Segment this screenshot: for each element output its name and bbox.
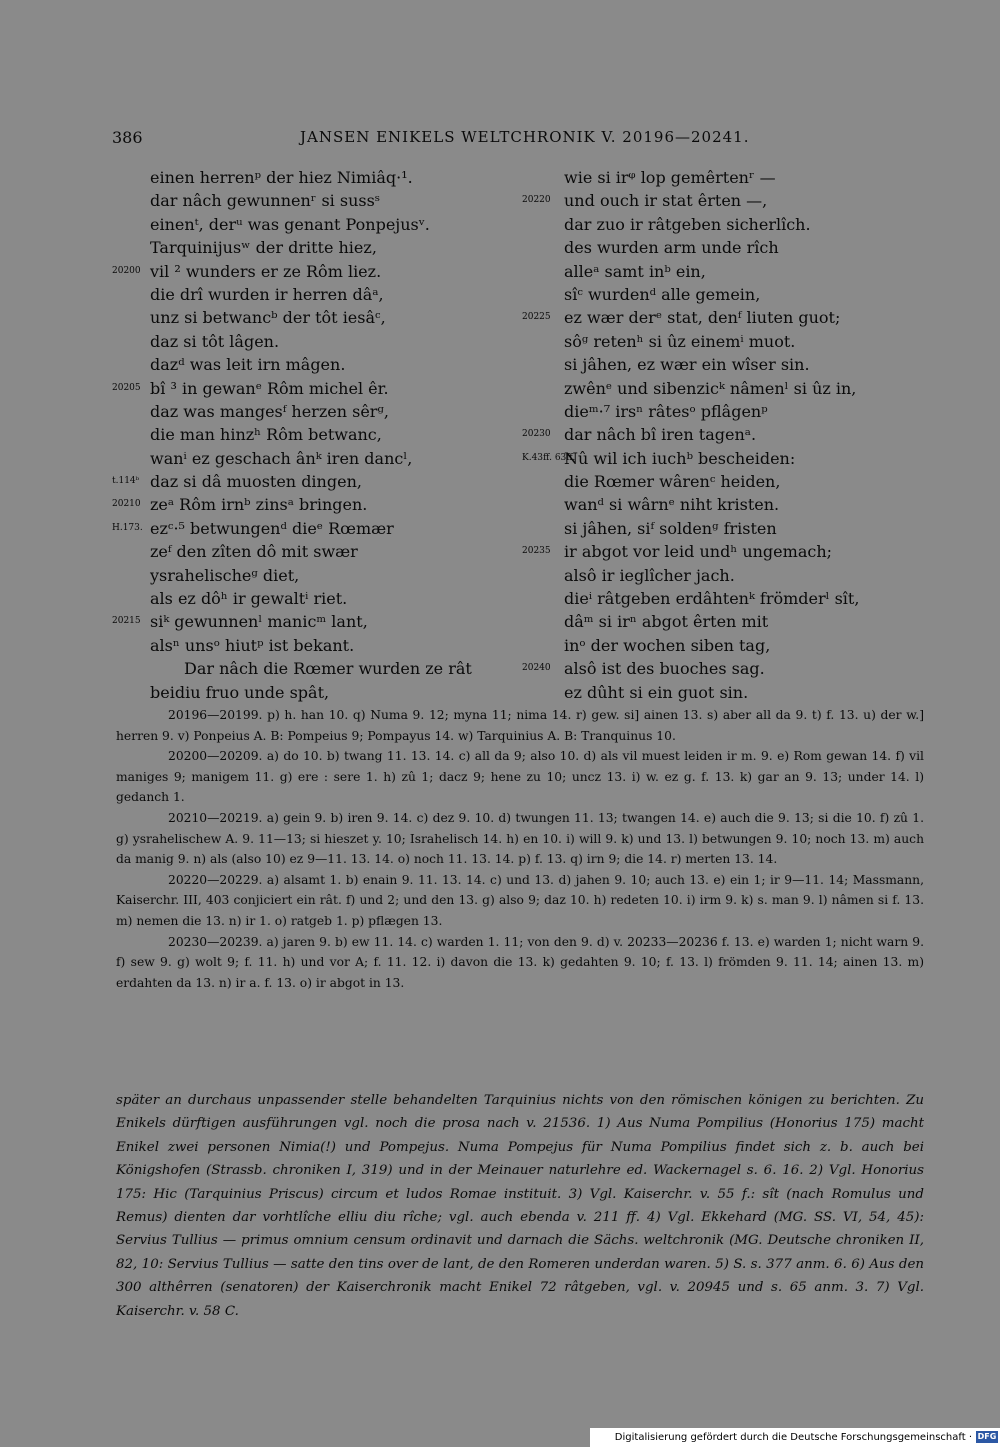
verse-text: Nû wil ich iuchᵇ bescheiden: (564, 448, 796, 468)
line-number: 20220 (522, 195, 551, 206)
verse-text: alsô ir ieglîcher jach. (564, 565, 735, 585)
verse-line (522, 587, 902, 610)
verse-text: ez dûht si ein guot sin. (564, 682, 749, 702)
verse-line (522, 540, 902, 563)
verse-line (112, 493, 542, 516)
verse-line (112, 423, 542, 446)
line-number: 20230 (522, 429, 551, 440)
verse-text: zeᵃ Rôm irnᵇ zinsᵃ bringen. (150, 495, 368, 515)
dfg-logo: DFG (977, 1432, 997, 1441)
verse-line (112, 330, 542, 353)
line-number: 20235 (522, 546, 551, 557)
verse-line (522, 447, 902, 470)
line-number: 20240 (522, 663, 551, 674)
verse-line (522, 260, 902, 283)
verse-line (522, 657, 902, 680)
verse-text: ez wær derᵉ stat, denᶠ liuten guot; (564, 308, 841, 328)
verse-line (522, 400, 902, 423)
verse-text: ysrahelischeᵍ diet, (150, 565, 300, 585)
verse-text: daz si dâ muosten dingen, (150, 472, 362, 492)
verse-line (522, 330, 902, 353)
verse-line (112, 306, 542, 329)
verse-line (112, 353, 542, 376)
verse-text: die Rœmer wârenᶜ heiden, (564, 472, 781, 492)
verse-line (522, 353, 902, 376)
verse-text: die man hinzʰ Rôm betwanc, (150, 425, 382, 445)
verse-line (522, 377, 902, 400)
verse-line (112, 657, 542, 680)
verse-line (522, 493, 902, 516)
verse-line (112, 189, 542, 212)
line-number: H.173. (112, 522, 143, 533)
verse-text: alsⁿ unsᵒ hiutᵖ ist bekant. (150, 635, 355, 655)
verse-text: dâᵐ si irⁿ abgot êrten mit (564, 612, 769, 632)
running-title: JANSEN ENIKELS WELTCHRONIK V. 20196—20241. (300, 128, 750, 146)
verse-column-right (522, 166, 902, 704)
footer-credit-bar (590, 1428, 1000, 1447)
verse-text: einen herrenᵖ der hiez Nimiâq·¹. (150, 168, 413, 187)
verse-text: sîᶜ wurdenᵈ alle gemein, (564, 284, 761, 304)
verse-column-left (112, 166, 542, 704)
verse-text: siᵏ gewunnenˡ manicᵐ lant, (150, 612, 368, 632)
verse-text: alleᵃ samt inᵇ ein, (564, 261, 706, 281)
verse-line (522, 610, 902, 633)
verse-line (112, 283, 542, 306)
critical-apparatus (116, 705, 924, 993)
verse-line (112, 236, 542, 259)
verse-text: dieᵐ·⁷ irsⁿ râtesᵒ pflâgenᵖ (564, 401, 768, 421)
verse-line (522, 564, 902, 587)
verse-line (112, 377, 542, 400)
verse-text: wanⁱ ez geschach ânᵏ iren dancˡ, (150, 448, 413, 468)
verse-line (522, 306, 902, 329)
verse-text: des wurden arm unde rîch (564, 238, 779, 258)
verse-text: als ez dôʰ ir gewaltⁱ riet. (150, 589, 348, 609)
verse-text: dazᵈ was leit irn mâgen. (150, 355, 346, 375)
verse-text: inᵒ der wochen siben tag, (564, 635, 771, 655)
page-number: 386 (112, 128, 143, 147)
verse-text: wie si irᵠ lop gemêrtenʳ — (564, 168, 776, 187)
line-number: 20215 (112, 616, 141, 627)
commentary-notes (116, 1089, 924, 1323)
verse-text: vil ² wunders er ze Rôm liez. (150, 261, 382, 281)
verse-line (112, 634, 542, 657)
verse-line (522, 236, 902, 259)
verse-text: ezᶜ·⁵ betwungenᵈ dieᵉ Rœmær (150, 518, 394, 538)
notes-text: später an durchaus unpassender stelle behandelten Tarquinius nichts von den römischen königen zu berichten. Zu Enikels dürftigen ausführungen vgl. noch die prosa nach v. 21536. 1) Aus Numa Pompilius (Honorius 175) macht Enikel zwei personen Nimia(!) und Pompejus. Numa Pompejus für Numa Pompilius findet sich z. b. auch bei Königshofen (Strassb. chroniken I, 319) und in der Meinauer naturlehre ed. Wackernagel s. 6. 16. 2) Vgl. Honorius 175: Hic (Tarquinius Priscus) circum et ludos Romae instituit. 3) Vgl. Kaiserchr. v. 55 f.: sît (nach Romulus und Remus) dienten dar vorhtlîche elliu diu rîche; vgl. auch ebenda v. 211 ff. 4) Vgl. Ekkehard (MG. SS. VI, 54, 45): Servius Tullius — primus omnium censum ordinavit und darnach die Sächs. weltchronik (MG. Deutsche chroniken II, 82, 10: Servius Tullius — satte den tins over de lant, de den Romeren underdan waren. 5) S. s. 377 anm. 6. 6) Aus den 300 althêrren (senatoren) der Kaiserchronik macht Enikel 72 râtgeben, vgl. v. 20945 und s. 65 anm. 3. 7) Vgl. Kaiserchr. v. 58 C. (116, 1093, 924, 1319)
verse-text: beidiu fruo unde spât, (150, 682, 330, 702)
footer-credit: Digitalisierung gefördert durch die Deutsche Forschungsgemeinschaft · (614, 1432, 972, 1443)
line-number: 20210 (112, 499, 141, 510)
page-header (112, 128, 892, 152)
verse-text: Tarquinijusʷ der dritte hiez, (150, 238, 377, 258)
verse-text: und ouch ir stat êrten —, (564, 191, 768, 211)
verse-line (112, 540, 542, 563)
verse-text: bî ³ in gewanᵉ Rôm michel êr. (150, 378, 389, 398)
verse-text: dar nâch bî iren tagenᵃ. (564, 425, 757, 445)
verse-text: Dar nâch die Rœmer wurden ze rât (184, 659, 472, 679)
verse-line (112, 587, 542, 610)
verse-text: daz was mangesᶠ herzen sêrᵍ, (150, 401, 389, 421)
verse-text: dar nâch gewunnenʳ si sussˢ (150, 191, 381, 211)
verse-text: dar zuo ir râtgeben sicherlîch. (564, 214, 811, 234)
verse-text: die drî wurden ir herren dâᵃ, (150, 284, 384, 304)
apparatus-entry: 20220—20229. a) alsamt 1. b) enain 9. 11. 13. 14. c) und 13. d) jahen 9. 10; auch 13. e) ein 1; ir 9—11. 14; Massmann, Kaiserchr. III, 403 conjiciert ein rât. f) und 2; und den 13. g) also 9; daz 10. h) redeten 10. i) irm 9. k) s. man 9. l) nâmen si f. 13. m) nemen die 13. n) ir 1. o) ratgeb 1. p) pflægen 13. (116, 872, 924, 928)
line-number: t.114ᵇ (112, 476, 140, 487)
verse-line (112, 681, 542, 704)
verse-line (522, 423, 902, 446)
verse-line (112, 447, 542, 470)
line-number: K.43ff. 63ff. (522, 452, 576, 463)
apparatus-entry: 20200—20209. a) do 10. b) twang 11. 13. 14. c) all da 9; also 10. d) als vil muest leiden ir m. 9. e) Rom gewan 14. f) vil maniges 9; manigem 11. g) ere : sere 1. h) zû 1; dacz 9; hene zu 10; uncz 13. i) w. ez g. f. 13. k) gar an 9. 13; under 14. l) gedanch 1. (116, 749, 924, 805)
verse-line (522, 681, 902, 704)
verse-text: si jâhen, siᶠ soldenᵍ fristen (564, 518, 777, 538)
verse-text: zeᶠ den zîten dô mit swær (150, 542, 358, 562)
verse-line (112, 260, 542, 283)
verse-line (112, 610, 542, 633)
verse-text: daz si tôt lâgen. (150, 331, 280, 351)
verse-line (522, 634, 902, 657)
line-number: 20200 (112, 265, 141, 276)
verse-line (522, 517, 902, 540)
verse-line (112, 470, 542, 493)
line-number: 20225 (522, 312, 551, 323)
verse-line (112, 213, 542, 236)
verse-line (522, 189, 902, 212)
verse-line (522, 283, 902, 306)
verse-text: unz si betwancᵇ der tôt iesâᶜ, (150, 308, 386, 328)
verse-text: ir abgot vor leid undʰ ungemach; (564, 542, 833, 562)
verse-text: wanᵈ si wârnᵉ niht kristen. (564, 495, 780, 515)
apparatus-entry: 20210—20219. a) gein 9. b) iren 9. 14. c) dez 9. 10. d) twungen 11. 13; twangen 14. e) auch die 9. 13; si die 10. f) zû 1. g) ysrahelischew A. 9. 11—13; si hieszet y. 10; Israhelisch 14. h) en 10. i) will 9. k) und 13. l) betwungen 9. 10; noch 13. m) auch da manig 9. n) als (also 10) ez 9—11. 13. 14. o) noch 11. 13. 14. p) f. 13. q) irn 9; die 14. r) merten 13. 14. (116, 810, 924, 867)
verse-line (112, 517, 542, 540)
verse-text: si jâhen, ez wær ein wîser sin. (564, 355, 810, 375)
verse-text: zwênᵉ und sibenzicᵏ nâmenˡ si ûz in, (564, 378, 857, 398)
apparatus-entry: 20230—20239. a) jaren 9. b) ew 11. 14. c) warden 1. 11; von den 9. d) v. 20233—20236 f. 13. e) warden 1; nicht warn 9. f) sew 9. g) wolt 9; f. 11. h) und vor A; f. 11. 12. i) davon die 13. k) gedahten 9. 10; f. 13. l) frömden 9. 11. 14; ainen 13. m) erdahten da 13. n) ir a. f. 13. o) ir abgot in 13. (116, 934, 924, 990)
verse-line (522, 166, 902, 189)
verse-text: alsô ist des buoches sag. (564, 659, 765, 679)
verse-line (522, 213, 902, 236)
verse-line (112, 564, 542, 587)
verse-line (112, 400, 542, 423)
line-number: 20205 (112, 382, 141, 393)
verse-line (112, 166, 542, 189)
verse-line (522, 470, 902, 493)
apparatus-entry: 20196—20199. p) h. han 10. q) Numa 9. 12; myna 11; nima 14. r) gew. si] ainen 13. s) aber all da 9. t) f. 13. u) der w.] herren 9. v) Ponpeius A. B: Pompeius 9; Pompayus 14. w) Tarquinius A. B: Tranquinus 10. (116, 708, 924, 743)
verse-text: sôᵍ retenʰ si ûz einemⁱ muot. (564, 331, 796, 351)
verse-text: einenᵗ, derᵘ was genant Ponpejusᵛ. (150, 214, 430, 234)
verse-text: dieⁱ râtgeben erdâhtenᵏ frömderˡ sît, (564, 589, 860, 609)
